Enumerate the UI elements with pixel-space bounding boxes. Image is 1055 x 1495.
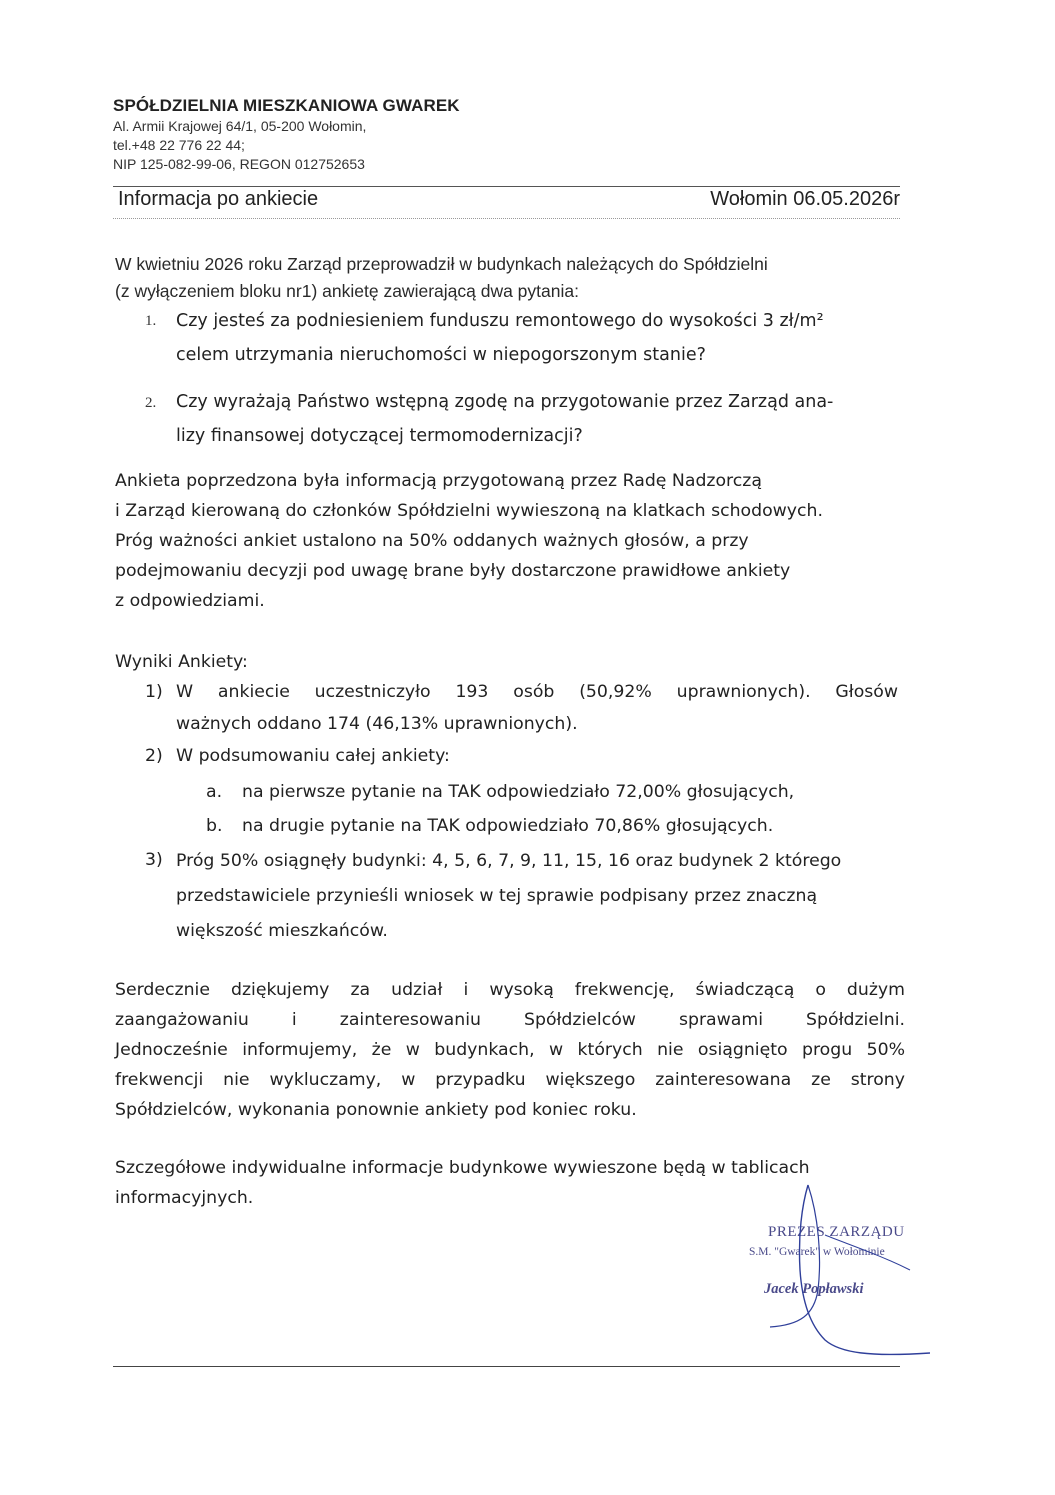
question-2 (176, 385, 833, 453)
question-line: Czy jesteś za podniesieniem funduszu remontowego do wysokości 3 zł/m² (176, 311, 824, 331)
paragraph-line: zaangażowaniu i zainteresowaniu Spółdzielców sprawami Spółdzielni. (115, 1010, 905, 1030)
sub-item-a: na pierwsze pytanie na TAK odpowiedziało 72,00% głosujących, (242, 782, 795, 802)
paragraph-line: Próg ważności ankiet ustalono na 50% oddanych ważnych głosów, a przy (115, 531, 749, 551)
paragraph-line: podejmowaniu decyzji pod uwagę brane były dostarczone prawidłowe ankiety (115, 561, 791, 581)
place-date: Wołomin 06.05.2026r (710, 188, 900, 210)
result-line: W ankiecie uczestniczyło 193 osób (50,92% uprawnionych). Głosów (176, 682, 898, 702)
survey-info-paragraph (115, 466, 905, 616)
intro-paragraph (115, 251, 905, 305)
result-item-3 (176, 844, 841, 949)
title-divider (113, 218, 900, 219)
sub-item-letter: b. (206, 816, 223, 836)
thanks-paragraph (115, 975, 905, 1125)
result-number: 3) (145, 850, 163, 870)
sub-item-letter: a. (206, 782, 223, 802)
result-line: większość mieszkańców. (176, 921, 388, 941)
footer-divider (113, 1366, 900, 1367)
organization-address: Al. Armii Krajowej 64/1, 05-200 Wołomin, (113, 118, 367, 134)
question-line: celem utrzymania nieruchomości w niepogorszonym stanie? (176, 345, 706, 365)
document-title: Informacja po ankiecie (118, 188, 319, 210)
signature-icon (730, 1175, 950, 1375)
result-line: Próg 50% osiągnęły budynki: 4, 5, 6, 7, 9, 11, 15, 16 oraz budynek 2 którego (176, 851, 842, 871)
header-divider (113, 186, 900, 187)
result-item-1 (176, 676, 898, 740)
question-1 (176, 304, 824, 372)
paragraph-line: Serdecznie dziękujemy za udział i wysoką frekwencję, świadczącą o dużym (115, 980, 905, 1000)
paragraph-line: frekwencji nie wykluczamy, w przypadku większego zainteresowana ze strony (115, 1070, 905, 1090)
stamp-title: PREZES ZARZĄDU (768, 1224, 905, 1240)
sub-item-b: na drugie pytanie na TAK odpowiedziało 70,86% głosujących. (242, 816, 774, 836)
paragraph-line: i Zarząd kierowaną do członków Spółdzielni wywieszoną na klatkach schodowych. (115, 501, 823, 521)
result-line: przedstawiciele przynieśli wniosek w tej sprawie podpisany przez znaczną (176, 886, 818, 906)
results-heading: Wyniki Ankiety: (115, 652, 248, 672)
paragraph-line: Szczegółowe indywidualne informacje budynkowe wywieszone będą w tablicach (115, 1158, 810, 1178)
stamp-org: S.M. "Gwarek" w Wołominie (749, 1246, 885, 1258)
stamp-name: Jacek Popławski (764, 1281, 864, 1297)
paragraph-line: informacyjnych. (115, 1188, 254, 1208)
letterhead (113, 95, 460, 174)
paragraph-line: Jednocześnie informujemy, że w budynkach, w których nie osiągnięto progu 50% (115, 1040, 905, 1060)
organization-ids: NIP 125-082-99-06, REGON 012752653 (113, 156, 365, 172)
result-number: 1) (145, 682, 163, 702)
intro-line: W kwietniu 2026 roku Zarząd przeprowadził w budynkach należących do Spółdzielni (115, 254, 768, 274)
question-number: 1. (145, 313, 157, 329)
intro-line: (z wyłączeniem bloku nr1) ankietę zawierającą dwa pytania: (115, 281, 579, 301)
question-number: 2. (145, 395, 157, 411)
result-item-2: W podsumowaniu całej ankiety: (176, 746, 450, 766)
organization-name: SPÓŁDZIELNIA MIESZKANIOWA GWAREK (113, 96, 460, 115)
question-line: Czy wyrażają Państwo wstępną zgodę na przygotowanie przez Zarząd ana- (176, 392, 834, 412)
paragraph-line: z odpowiedziami. (115, 591, 265, 611)
paragraph-line: Spółdzielców, wykonania ponownie ankiety pod koniec roku. (115, 1100, 637, 1120)
question-line: lizy finansowej dotyczącej termomodernizacji? (176, 426, 583, 446)
organization-phone: tel.+48 22 776 22 44; (113, 137, 245, 153)
result-line: ważnych oddano 174 (46,13% uprawnionych). (176, 714, 578, 734)
paragraph-line: Ankieta poprzedzona była informacją przygotowaną przez Radę Nadzorczą (115, 471, 762, 491)
result-number: 2) (145, 746, 163, 766)
